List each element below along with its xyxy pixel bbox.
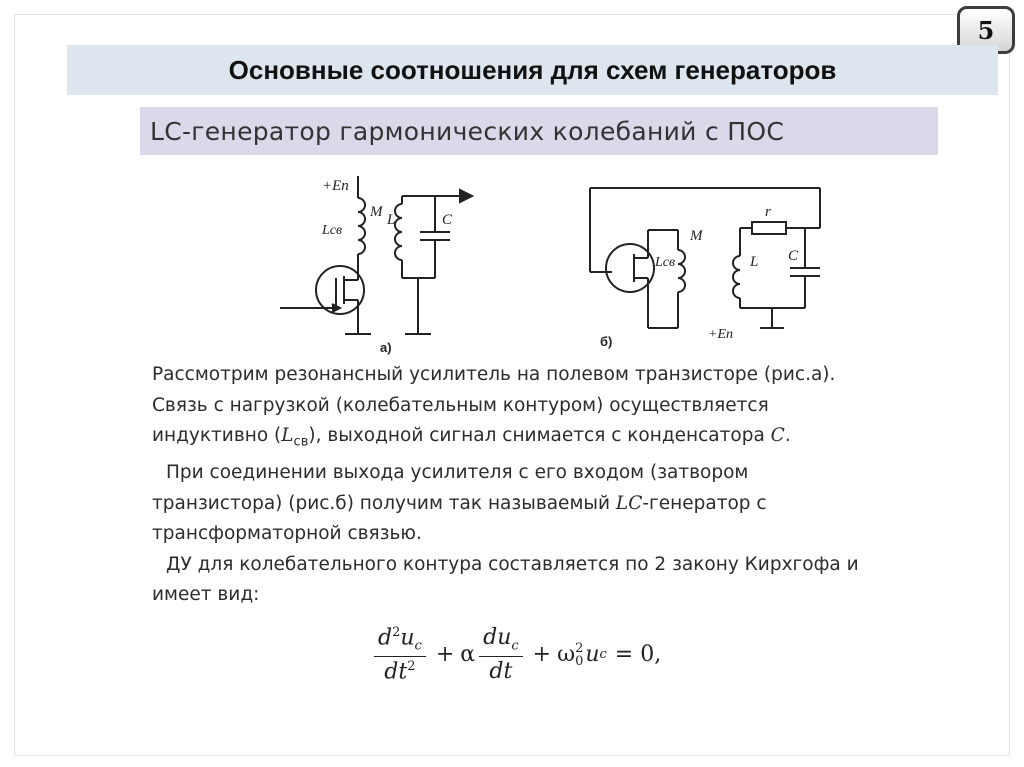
paragraph-line: Связь с нагрузкой (колебательным контуром) осуществляется (152, 394, 769, 416)
circuit-a-capacitor-label: C (442, 212, 453, 228)
circuit-b-resistor-label: r (765, 204, 771, 220)
circuit-a-supply-label: +Eп (322, 178, 349, 194)
circuit-a-inductor-label: L (387, 212, 396, 228)
circuit-b-coupling-label: Lсв (655, 255, 676, 270)
fraction-first-derivative: $\frac{du_c}{dt}$ (479, 625, 523, 683)
math-symbol: L (281, 425, 294, 446)
paragraph-line: трансформаторной связью. (152, 523, 422, 545)
circuit-b-supply-label: +Eп (708, 327, 733, 342)
circuit-b-mutual-label: M (690, 228, 703, 244)
circuit-a (280, 176, 472, 355)
paragraph-line: индуктивно $(L_{св})$, выходной сигнал снимается с конденсатора C. (152, 425, 791, 450)
circuit-a-coupling-label: Lсв (322, 223, 343, 238)
paragraph-line: Рассмотрим резонансный усилитель на полевом транзисторе (рис.а). (152, 364, 836, 385)
math-subscript: св (293, 434, 309, 450)
differential-equation: $\frac{d^2u_c}{dt^2}$ + α $\frac{du_c}{dt}$ + ω 2 0 u c = 0, (370, 625, 661, 684)
circuit-b-inductor-label: L (750, 254, 759, 270)
slide-subtitle: LC-генератор гармонических колебаний с ПОС (140, 107, 938, 155)
page-number-badge: 5 (957, 6, 1015, 54)
paragraph-line: ДУ для колебательного контура составляется по 2 закону Кирхгофа и (166, 553, 859, 575)
body-text (152, 360, 952, 611)
paragraph-line: имеет вид: (152, 584, 260, 606)
circuit-b-capacitor-label: C (788, 248, 799, 264)
paragraph-line: транзистора) (рис.б) получим так называемый LC-генератор с (152, 492, 767, 514)
math-symbol: C (770, 425, 785, 446)
slide-title: Основные соотношения для схем генераторов (67, 45, 998, 95)
math-symbol: LC (615, 492, 643, 514)
paragraph-line: При соединении выхода усилителя с его входом (затвором (166, 462, 749, 484)
circuit-a-caption: а) (380, 340, 392, 355)
circuit-b (590, 188, 820, 349)
circuit-b-caption: б) (600, 334, 613, 349)
circuit-diagram (260, 168, 840, 358)
circuit-a-mutual-label: M (370, 204, 383, 220)
fraction-second-derivative: $\frac{d^2u_c}{dt^2}$ (374, 625, 426, 684)
